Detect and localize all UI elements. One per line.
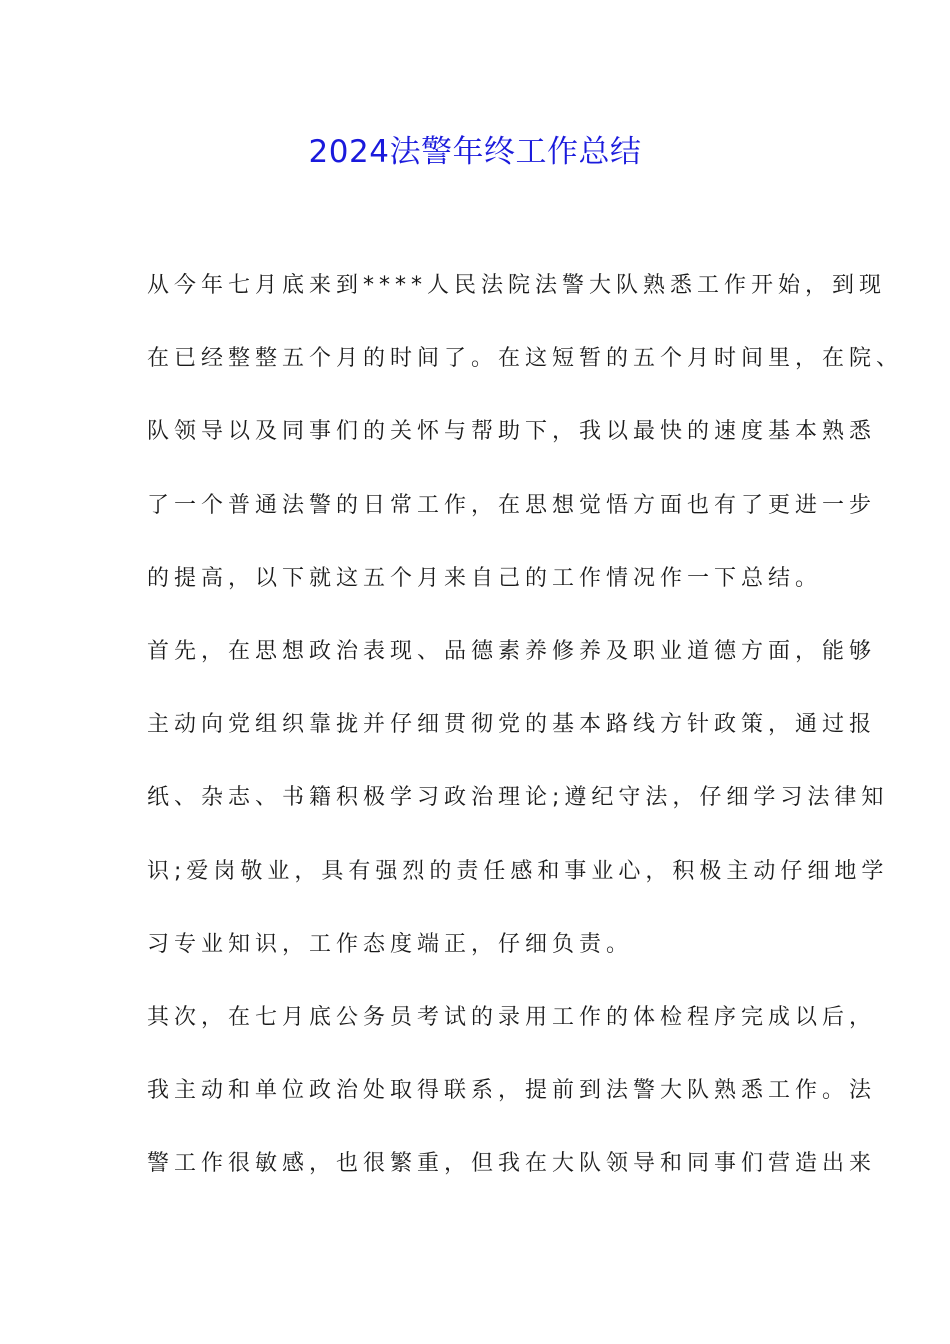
body-line: 了一个普通法警的日常工作，在思想觉悟方面也有了更进一步 bbox=[147, 492, 877, 518]
body-line: 我主动和单位政治处取得联系，提前到法警大队熟悉工作。法 bbox=[147, 1078, 877, 1104]
body-line: 识;爱岗敬业，具有强烈的责任感和事业心，积极主动仔细地学 bbox=[147, 858, 889, 884]
body-line: 首先，在思想政治表现、品德素养修养及职业道德方面，能够 bbox=[147, 638, 877, 664]
body-line: 纸、杂志、书籍积极学习政治理论;遵纪守法，仔细学习法律知 bbox=[147, 785, 889, 811]
document-body bbox=[147, 262, 904, 1213]
body-line: 从今年七月底来到****人民法院法警大队熟悉工作开始，到现 bbox=[147, 273, 887, 298]
body-line: 其次，在七月底公务员考试的录用工作的体检程序完成以后， bbox=[147, 1004, 877, 1030]
body-line: 习专业知识，工作态度端正，仔细负责。 bbox=[147, 931, 634, 957]
body-line: 的提高，以下就这五个月来自己的工作情况作一下总结。 bbox=[147, 565, 823, 591]
body-line: 主动向党组织靠拢并仔细贯彻党的基本路线方针政策，通过报 bbox=[147, 712, 877, 738]
body-line: 在已经整整五个月的时间了。在这短暂的五个月时间里，在院、 bbox=[147, 346, 904, 372]
document-title: 2024法警年终工作总结 bbox=[308, 134, 642, 170]
body-line: 警工作很敏感，也很繁重，但我在大队领导和同事们营造出来 bbox=[147, 1151, 877, 1177]
body-line: 队领导以及同事们的关怀与帮助下，我以最快的速度基本熟悉 bbox=[147, 419, 877, 445]
